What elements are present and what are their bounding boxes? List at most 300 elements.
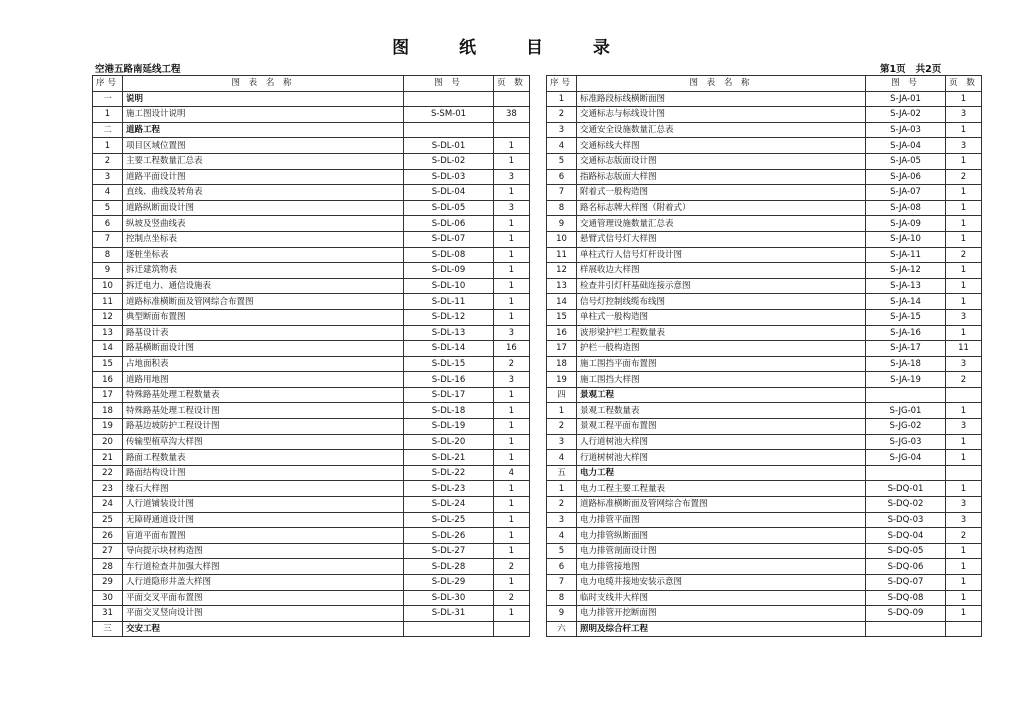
row-name: 信号灯控制线缆布线图 bbox=[577, 294, 866, 310]
row-code: S-JA-03 bbox=[866, 122, 946, 138]
row-pages: 1 bbox=[946, 403, 982, 419]
row-code bbox=[866, 465, 946, 481]
row-code: S-JA-13 bbox=[866, 278, 946, 294]
table-row bbox=[547, 481, 982, 497]
row-pages: 1 bbox=[494, 403, 530, 419]
row-pages: 1 bbox=[946, 153, 982, 169]
row-seq: 13 bbox=[547, 278, 577, 294]
row-seq: 28 bbox=[93, 559, 123, 575]
row-pages: 2 bbox=[946, 528, 982, 544]
row-code: S-JA-06 bbox=[866, 169, 946, 185]
row-name: 交通安全设施数量汇总表 bbox=[577, 122, 866, 138]
row-seq: 8 bbox=[547, 200, 577, 216]
row-name: 附着式一般构造图 bbox=[577, 185, 866, 201]
row-name: 电力排管纵断面图 bbox=[577, 528, 866, 544]
row-pages: 1 bbox=[494, 450, 530, 466]
row-seq: 2 bbox=[547, 419, 577, 435]
row-name: 施工围挡大样图 bbox=[577, 372, 866, 388]
row-pages: 3 bbox=[946, 419, 982, 435]
table-row bbox=[93, 169, 530, 185]
row-seq: 1 bbox=[93, 107, 123, 123]
row-pages: 1 bbox=[494, 387, 530, 403]
table-row bbox=[93, 294, 530, 310]
row-seq: 4 bbox=[547, 528, 577, 544]
row-pages: 2 bbox=[946, 169, 982, 185]
row-seq: 9 bbox=[547, 216, 577, 232]
row-name: 道路用地图 bbox=[123, 372, 404, 388]
row-code: S-DL-30 bbox=[404, 590, 494, 606]
table-row bbox=[547, 138, 982, 154]
row-pages: 3 bbox=[946, 309, 982, 325]
row-pages: 1 bbox=[494, 138, 530, 154]
row-pages: 1 bbox=[494, 528, 530, 544]
row-seq: 16 bbox=[93, 372, 123, 388]
section-row bbox=[547, 465, 982, 481]
row-name: 电力电缆井接地安装示意图 bbox=[577, 575, 866, 591]
row-pages: 1 bbox=[494, 153, 530, 169]
row-seq: 六 bbox=[547, 621, 577, 637]
row-pages bbox=[946, 621, 982, 637]
row-name: 道路标准横断面及管网综合布置图 bbox=[577, 497, 866, 513]
table-row bbox=[547, 247, 982, 263]
row-name: 项目区域位置图 bbox=[123, 138, 404, 154]
row-pages: 1 bbox=[494, 575, 530, 591]
row-code: S-SM-01 bbox=[404, 107, 494, 123]
row-seq: 7 bbox=[547, 575, 577, 591]
row-name: 检查井引灯杆基础连接示意图 bbox=[577, 278, 866, 294]
row-code: S-DQ-04 bbox=[866, 528, 946, 544]
row-code: S-JA-15 bbox=[866, 309, 946, 325]
row-name: 单柱式一般构造图 bbox=[577, 309, 866, 325]
row-seq: 12 bbox=[93, 309, 123, 325]
table-row bbox=[93, 356, 530, 372]
table-row bbox=[93, 200, 530, 216]
row-pages: 1 bbox=[946, 590, 982, 606]
row-seq: 14 bbox=[93, 341, 123, 357]
row-pages: 1 bbox=[494, 185, 530, 201]
table-row bbox=[547, 341, 982, 357]
row-seq: 17 bbox=[93, 387, 123, 403]
header-name: 图 表 名 称 bbox=[123, 76, 404, 92]
row-seq: 11 bbox=[93, 294, 123, 310]
row-seq: 12 bbox=[547, 263, 577, 279]
row-pages: 3 bbox=[494, 169, 530, 185]
table-row bbox=[547, 559, 982, 575]
row-seq: 1 bbox=[547, 91, 577, 107]
row-code: S-JA-04 bbox=[866, 138, 946, 154]
row-pages: 3 bbox=[494, 325, 530, 341]
table-row bbox=[93, 559, 530, 575]
table-row bbox=[93, 153, 530, 169]
row-code: S-JA-11 bbox=[866, 247, 946, 263]
row-pages: 2 bbox=[494, 590, 530, 606]
row-pages: 1 bbox=[494, 419, 530, 435]
row-seq: 三 bbox=[93, 621, 123, 637]
row-name: 典型断面布置图 bbox=[123, 309, 404, 325]
row-pages: 1 bbox=[946, 543, 982, 559]
row-name: 人行道隐形井盖大样图 bbox=[123, 575, 404, 591]
row-seq: 3 bbox=[93, 169, 123, 185]
row-seq: 31 bbox=[93, 606, 123, 622]
row-pages: 1 bbox=[946, 91, 982, 107]
drawing-index-table-right bbox=[546, 75, 982, 637]
row-code: S-DL-02 bbox=[404, 153, 494, 169]
row-seq: 29 bbox=[93, 575, 123, 591]
row-name: 交通标志版面设计图 bbox=[577, 153, 866, 169]
table-row bbox=[93, 419, 530, 435]
table-row bbox=[93, 341, 530, 357]
row-seq: 9 bbox=[93, 263, 123, 279]
table-body-left bbox=[93, 91, 530, 637]
row-pages: 1 bbox=[494, 216, 530, 232]
row-code: S-JG-01 bbox=[866, 403, 946, 419]
table-row bbox=[547, 153, 982, 169]
row-pages: 3 bbox=[946, 356, 982, 372]
header-seq: 序号 bbox=[547, 76, 577, 92]
row-seq: 7 bbox=[547, 185, 577, 201]
row-seq: 4 bbox=[547, 138, 577, 154]
table-row bbox=[93, 590, 530, 606]
row-seq: 13 bbox=[93, 325, 123, 341]
row-name: 传输型植草沟大样图 bbox=[123, 434, 404, 450]
row-name: 逐桩坐标表 bbox=[123, 247, 404, 263]
row-name: 路面结构设计图 bbox=[123, 465, 404, 481]
row-pages: 38 bbox=[494, 107, 530, 123]
table-row bbox=[93, 497, 530, 513]
table-row bbox=[93, 231, 530, 247]
table-row bbox=[93, 575, 530, 591]
row-pages: 2 bbox=[946, 372, 982, 388]
table-row bbox=[547, 122, 982, 138]
row-code: S-DL-01 bbox=[404, 138, 494, 154]
row-seq: 2 bbox=[547, 497, 577, 513]
row-seq: 4 bbox=[93, 185, 123, 201]
row-seq: 4 bbox=[547, 450, 577, 466]
header-name: 图 表 名 称 bbox=[577, 76, 866, 92]
row-pages: 1 bbox=[494, 309, 530, 325]
row-code bbox=[404, 122, 494, 138]
row-pages: 2 bbox=[494, 356, 530, 372]
row-pages: 1 bbox=[494, 294, 530, 310]
row-name: 电力排管剖面设计图 bbox=[577, 543, 866, 559]
row-code: S-DL-25 bbox=[404, 512, 494, 528]
row-pages: 11 bbox=[946, 341, 982, 357]
row-name: 占地面积表 bbox=[123, 356, 404, 372]
header-code: 图 号 bbox=[404, 76, 494, 92]
table-row bbox=[547, 200, 982, 216]
row-seq: 18 bbox=[547, 356, 577, 372]
row-code: S-DQ-01 bbox=[866, 481, 946, 497]
table-row bbox=[93, 434, 530, 450]
row-name: 特殊路基处理工程数量表 bbox=[123, 387, 404, 403]
row-seq: 二 bbox=[93, 122, 123, 138]
table-row bbox=[547, 278, 982, 294]
table-row bbox=[547, 512, 982, 528]
row-name: 路基边坡防护工程设计图 bbox=[123, 419, 404, 435]
row-pages: 3 bbox=[494, 200, 530, 216]
section-row bbox=[93, 621, 530, 637]
row-code: S-DL-24 bbox=[404, 497, 494, 513]
table-row bbox=[547, 403, 982, 419]
row-seq: 17 bbox=[547, 341, 577, 357]
row-code: S-DQ-05 bbox=[866, 543, 946, 559]
row-code: S-DQ-08 bbox=[866, 590, 946, 606]
row-seq: 15 bbox=[93, 356, 123, 372]
row-code bbox=[404, 91, 494, 107]
row-name: 景观工程 bbox=[577, 387, 866, 403]
row-code: S-DL-19 bbox=[404, 419, 494, 435]
row-code: S-DL-15 bbox=[404, 356, 494, 372]
row-pages: 3 bbox=[946, 512, 982, 528]
row-name: 人行道铺装设计图 bbox=[123, 497, 404, 513]
row-pages: 1 bbox=[946, 559, 982, 575]
row-pages: 16 bbox=[494, 341, 530, 357]
row-code: S-JA-02 bbox=[866, 107, 946, 123]
row-seq: 19 bbox=[547, 372, 577, 388]
row-name: 道路纵断面设计图 bbox=[123, 200, 404, 216]
row-name: 控制点坐标表 bbox=[123, 231, 404, 247]
table-row bbox=[93, 247, 530, 263]
row-seq: 1 bbox=[93, 138, 123, 154]
table-row bbox=[547, 419, 982, 435]
row-name: 道路平面设计图 bbox=[123, 169, 404, 185]
section-row bbox=[547, 621, 982, 637]
row-name: 盲道平面布置图 bbox=[123, 528, 404, 544]
row-pages: 1 bbox=[946, 185, 982, 201]
row-seq: 14 bbox=[547, 294, 577, 310]
row-pages: 1 bbox=[946, 294, 982, 310]
row-seq: 6 bbox=[547, 559, 577, 575]
row-code: S-DQ-02 bbox=[866, 497, 946, 513]
row-name: 平面交叉竖向设计图 bbox=[123, 606, 404, 622]
row-pages: 2 bbox=[494, 559, 530, 575]
table-row bbox=[547, 325, 982, 341]
header-code: 图 号 bbox=[866, 76, 946, 92]
table-row bbox=[547, 169, 982, 185]
row-pages: 1 bbox=[946, 200, 982, 216]
row-seq: 30 bbox=[93, 590, 123, 606]
row-name: 平面交叉平面布置图 bbox=[123, 590, 404, 606]
table-row bbox=[93, 387, 530, 403]
row-code: S-JA-07 bbox=[866, 185, 946, 201]
row-name: 主要工程数量汇总表 bbox=[123, 153, 404, 169]
row-name: 施工围挡平面布置图 bbox=[577, 356, 866, 372]
header-pages: 页 数 bbox=[946, 76, 982, 92]
table-row bbox=[93, 528, 530, 544]
table-row bbox=[93, 263, 530, 279]
row-seq: 23 bbox=[93, 481, 123, 497]
row-seq: 6 bbox=[547, 169, 577, 185]
row-name: 电力工程主要工程量表 bbox=[577, 481, 866, 497]
row-code: S-DL-05 bbox=[404, 200, 494, 216]
row-code: S-DL-21 bbox=[404, 450, 494, 466]
row-seq: 10 bbox=[547, 231, 577, 247]
row-code: S-DL-03 bbox=[404, 169, 494, 185]
table-row bbox=[547, 91, 982, 107]
row-pages: 1 bbox=[946, 216, 982, 232]
table-row bbox=[93, 403, 530, 419]
row-pages: 3 bbox=[946, 497, 982, 513]
row-pages: 1 bbox=[494, 512, 530, 528]
row-seq: 五 bbox=[547, 465, 577, 481]
row-name: 样展收边大样图 bbox=[577, 263, 866, 279]
row-seq: 1 bbox=[547, 403, 577, 419]
row-pages: 1 bbox=[494, 247, 530, 263]
table-row bbox=[93, 216, 530, 232]
row-name: 说明 bbox=[123, 91, 404, 107]
row-name: 照明及综合杆工程 bbox=[577, 621, 866, 637]
row-code: S-JA-16 bbox=[866, 325, 946, 341]
row-pages: 1 bbox=[946, 278, 982, 294]
document-title: 图 纸 目 录 bbox=[392, 38, 632, 58]
row-pages: 1 bbox=[494, 481, 530, 497]
row-pages bbox=[494, 621, 530, 637]
row-name: 路面工程数量表 bbox=[123, 450, 404, 466]
row-name: 拆迁建筑物表 bbox=[123, 263, 404, 279]
row-pages bbox=[946, 387, 982, 403]
row-pages: 1 bbox=[946, 575, 982, 591]
row-code: S-DL-18 bbox=[404, 403, 494, 419]
row-seq: 11 bbox=[547, 247, 577, 263]
row-code: S-DQ-06 bbox=[866, 559, 946, 575]
row-name: 单柱式行人信号灯杆设计图 bbox=[577, 247, 866, 263]
row-seq: 8 bbox=[93, 247, 123, 263]
row-pages: 4 bbox=[494, 465, 530, 481]
table-row bbox=[547, 231, 982, 247]
table-row bbox=[93, 512, 530, 528]
row-pages: 1 bbox=[494, 263, 530, 279]
row-seq: 10 bbox=[93, 278, 123, 294]
row-code: S-DL-12 bbox=[404, 309, 494, 325]
table-row bbox=[93, 138, 530, 154]
row-name: 交安工程 bbox=[123, 621, 404, 637]
row-pages: 3 bbox=[946, 138, 982, 154]
row-code: S-DQ-09 bbox=[866, 606, 946, 622]
row-seq: 3 bbox=[547, 122, 577, 138]
row-code: S-JG-03 bbox=[866, 434, 946, 450]
row-name: 护栏一般构造图 bbox=[577, 341, 866, 357]
table-row bbox=[547, 497, 982, 513]
table-row bbox=[93, 465, 530, 481]
row-name: 路基横断面设计图 bbox=[123, 341, 404, 357]
row-name: 交通标志与标线设计图 bbox=[577, 107, 866, 123]
header-row bbox=[547, 76, 982, 92]
table-row bbox=[93, 481, 530, 497]
row-name: 波形梁护栏工程数量表 bbox=[577, 325, 866, 341]
row-name: 行道树树池大样图 bbox=[577, 450, 866, 466]
table-row bbox=[547, 590, 982, 606]
row-code: S-JA-12 bbox=[866, 263, 946, 279]
row-seq: 8 bbox=[547, 590, 577, 606]
row-seq: 24 bbox=[93, 497, 123, 513]
row-seq: 16 bbox=[547, 325, 577, 341]
row-seq: 四 bbox=[547, 387, 577, 403]
row-name: 交通管理设施数量汇总表 bbox=[577, 216, 866, 232]
row-name: 拆迁电力、通信设施表 bbox=[123, 278, 404, 294]
row-code: S-DL-17 bbox=[404, 387, 494, 403]
row-name: 缘石大样图 bbox=[123, 481, 404, 497]
row-code: S-DL-07 bbox=[404, 231, 494, 247]
header-pages: 页 数 bbox=[494, 76, 530, 92]
row-code: S-JA-17 bbox=[866, 341, 946, 357]
table-body-right bbox=[547, 91, 982, 637]
table-row bbox=[547, 309, 982, 325]
table-row bbox=[93, 372, 530, 388]
row-seq: 25 bbox=[93, 512, 123, 528]
row-name: 施工图设计说明 bbox=[123, 107, 404, 123]
row-seq: 2 bbox=[547, 107, 577, 123]
row-code: S-DQ-07 bbox=[866, 575, 946, 591]
header-seq: 序号 bbox=[93, 76, 123, 92]
row-seq: 7 bbox=[93, 231, 123, 247]
table-row bbox=[547, 434, 982, 450]
row-seq: 3 bbox=[547, 512, 577, 528]
row-pages: 1 bbox=[946, 606, 982, 622]
row-pages: 1 bbox=[494, 543, 530, 559]
row-code: S-DQ-03 bbox=[866, 512, 946, 528]
row-seq: 26 bbox=[93, 528, 123, 544]
row-name: 人行道树池大样图 bbox=[577, 434, 866, 450]
row-code: S-DL-08 bbox=[404, 247, 494, 263]
table-row bbox=[547, 294, 982, 310]
row-code: S-JG-04 bbox=[866, 450, 946, 466]
row-pages: 2 bbox=[946, 247, 982, 263]
row-code bbox=[404, 621, 494, 637]
row-pages: 3 bbox=[494, 372, 530, 388]
row-code: S-JA-09 bbox=[866, 216, 946, 232]
row-code: S-DL-31 bbox=[404, 606, 494, 622]
table-row bbox=[547, 356, 982, 372]
table-row bbox=[547, 606, 982, 622]
row-name: 指路标志版面大样图 bbox=[577, 169, 866, 185]
table-row bbox=[93, 278, 530, 294]
row-pages bbox=[946, 465, 982, 481]
table-row bbox=[547, 543, 982, 559]
row-code: S-DL-22 bbox=[404, 465, 494, 481]
row-name: 无障碍通道设计图 bbox=[123, 512, 404, 528]
row-pages: 1 bbox=[494, 231, 530, 247]
row-code: S-JA-01 bbox=[866, 91, 946, 107]
row-code: S-DL-06 bbox=[404, 216, 494, 232]
row-pages: 1 bbox=[946, 231, 982, 247]
row-name: 直线、曲线及转角表 bbox=[123, 185, 404, 201]
row-name: 临时支线井大样图 bbox=[577, 590, 866, 606]
row-pages: 1 bbox=[494, 278, 530, 294]
row-seq: 9 bbox=[547, 606, 577, 622]
table-row bbox=[547, 450, 982, 466]
table-row bbox=[93, 606, 530, 622]
table-row bbox=[93, 450, 530, 466]
row-name: 道路标准横断面及管网综合布置图 bbox=[123, 294, 404, 310]
row-name: 交通标线大样图 bbox=[577, 138, 866, 154]
row-pages: 1 bbox=[494, 497, 530, 513]
row-seq: 2 bbox=[93, 153, 123, 169]
row-pages: 1 bbox=[946, 434, 982, 450]
header-row bbox=[93, 76, 530, 92]
row-code: S-JA-19 bbox=[866, 372, 946, 388]
row-name: 电力排管接地图 bbox=[577, 559, 866, 575]
row-seq: 5 bbox=[547, 543, 577, 559]
section-row bbox=[93, 122, 530, 138]
table-row bbox=[93, 543, 530, 559]
row-name: 悬臂式信号灯大样图 bbox=[577, 231, 866, 247]
row-name: 标准路段标线横断面图 bbox=[577, 91, 866, 107]
row-seq: 27 bbox=[93, 543, 123, 559]
row-name: 电力排管平面图 bbox=[577, 512, 866, 528]
project-name: 空港五路南延线工程 bbox=[95, 64, 181, 75]
page-total: 共2页 bbox=[915, 64, 942, 75]
row-code: S-JA-08 bbox=[866, 200, 946, 216]
